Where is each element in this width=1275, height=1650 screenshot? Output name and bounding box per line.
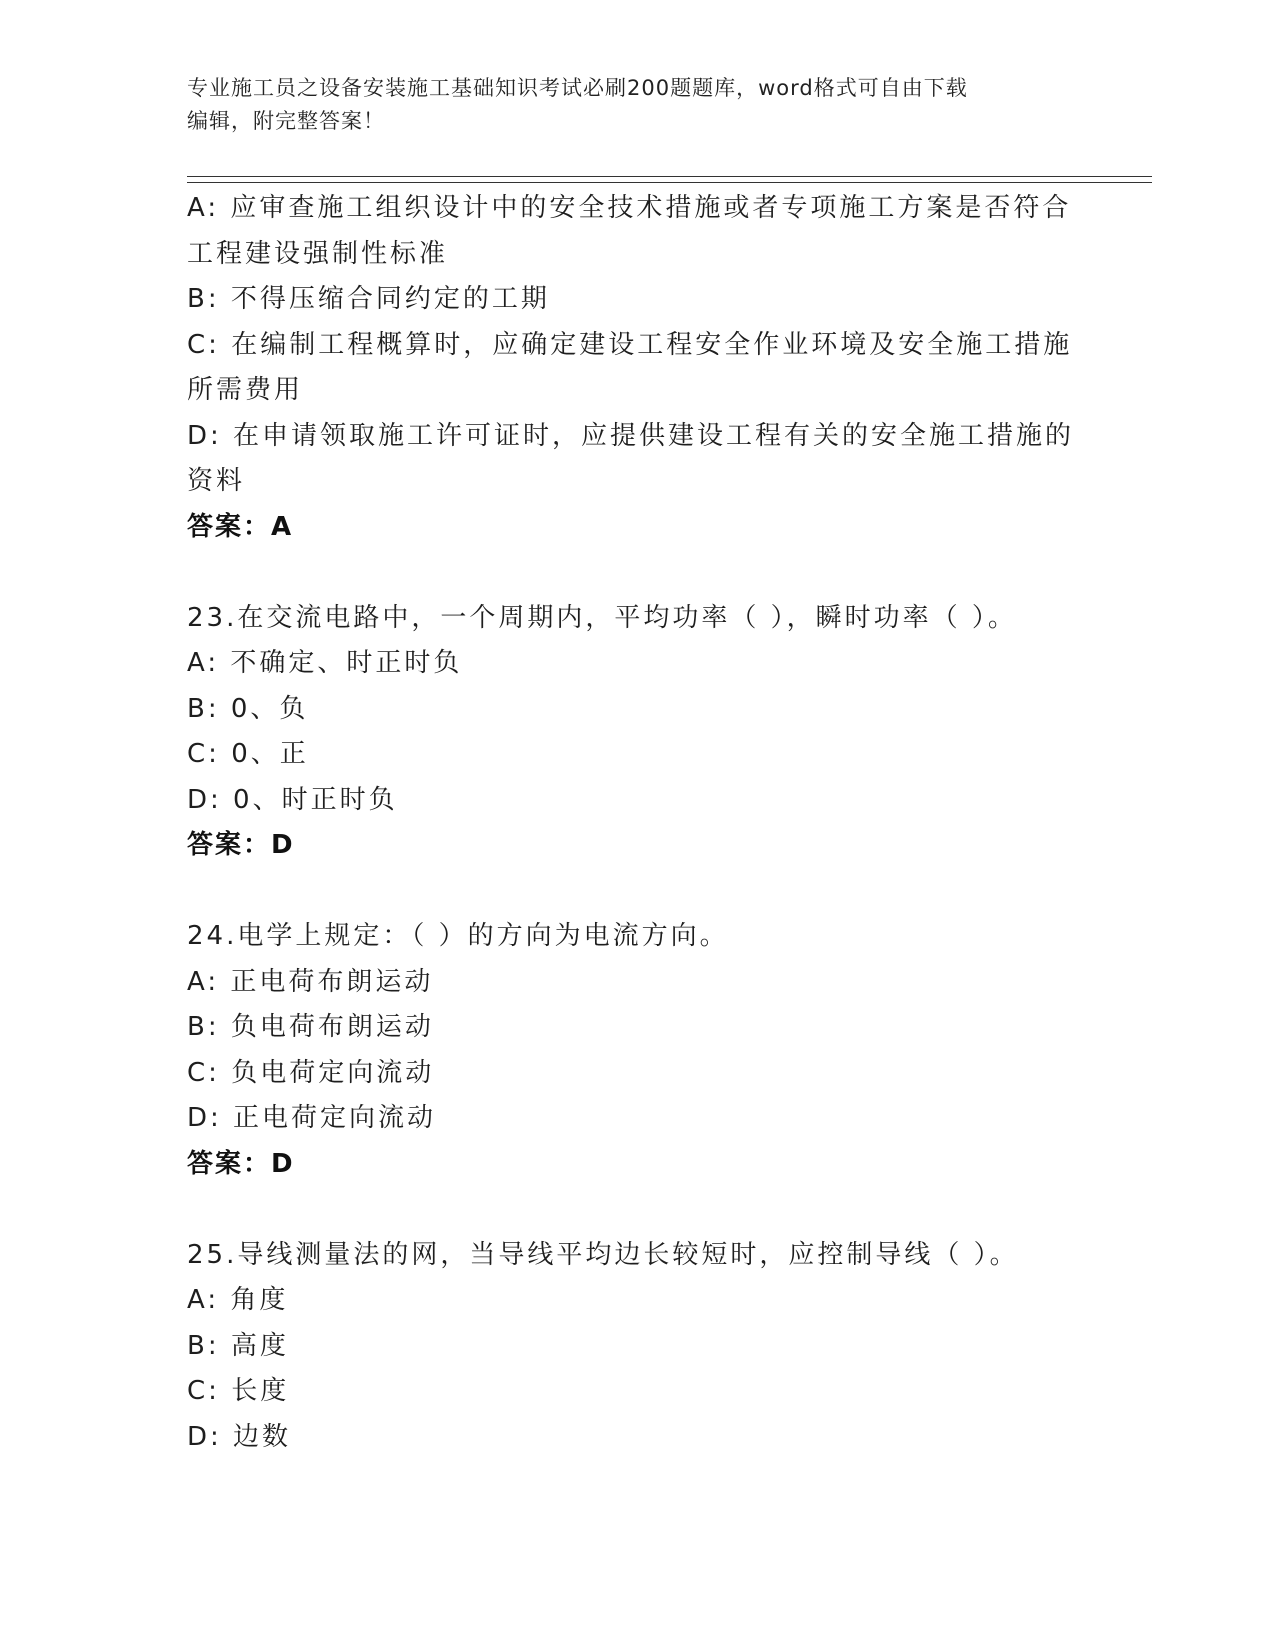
spacer: [187, 550, 1087, 596]
header-divider-top: [187, 176, 1152, 177]
option-c: [187, 732, 1087, 778]
option-key: B:: [187, 1012, 231, 1042]
option-key: D:: [187, 420, 234, 451]
option-a: [187, 960, 1087, 1006]
question-list: [187, 186, 1087, 1460]
option-c: [187, 1051, 1087, 1097]
option-a: [187, 1278, 1087, 1324]
option-c: [187, 323, 1087, 369]
option-d-continued: 资料: [187, 466, 246, 496]
option-a: [187, 186, 1087, 232]
option-d: [187, 1096, 1087, 1142]
option-text: 边数: [233, 1421, 292, 1452]
option-d: [187, 1415, 1087, 1461]
option-text: 负电荷定向流动: [231, 1057, 435, 1088]
option-key: C:: [187, 329, 232, 360]
header-title-line-2: 编辑，附完整答案！: [187, 109, 385, 133]
header-title-line-1: 专业施工员之设备安装施工基础知识考试必刷200题题库，word格式可自由下载: [187, 76, 968, 100]
option-c-continued: 所需费用: [187, 375, 304, 405]
option-key: D:: [187, 1421, 234, 1452]
option-text: 在编制工程概算时，应确定建设工程安全作业环境及安全施工措施: [231, 329, 1073, 360]
option-key: B:: [187, 284, 231, 314]
answer-line: 答案：D: [187, 830, 295, 860]
question-24: [187, 914, 1087, 1187]
option-b: [187, 687, 1087, 733]
option-text: 0、时正时负: [233, 784, 398, 815]
option-d: [187, 414, 1087, 460]
document-header: [187, 72, 1067, 138]
option-b: [187, 1324, 1087, 1370]
header-divider-bottom: [187, 182, 1152, 183]
question-stem: 23.在交流电路中，一个周期内，平均功率（ ），瞬时功率（ ）。: [187, 602, 1017, 633]
option-key: C:: [187, 1376, 232, 1406]
option-text: 0、负: [230, 693, 309, 724]
option-text: 正电荷定向流动: [233, 1103, 437, 1133]
question-23: [187, 596, 1087, 869]
option-key: D:: [187, 1103, 234, 1133]
option-text: 0、正: [231, 739, 309, 769]
option-text: 不确定、时正时负: [230, 648, 463, 678]
question-25: [187, 1233, 1087, 1461]
option-c: [187, 1369, 1087, 1415]
option-text: 角度: [230, 1285, 289, 1315]
option-a: [187, 641, 1087, 687]
answer-line: 答案：A: [187, 511, 294, 542]
option-key: C:: [187, 739, 232, 769]
option-key: A:: [187, 193, 231, 223]
question-22-options: [187, 186, 1087, 550]
question-stem: 24.电学上规定：（ ）的方向为电流方向。: [187, 921, 729, 951]
option-key: A:: [187, 648, 231, 678]
option-key: A:: [187, 1285, 231, 1315]
option-key: B:: [187, 1330, 231, 1361]
spacer: [187, 869, 1087, 915]
option-text: 在申请领取施工许可证时，应提供建设工程有关的安全施工措施的: [233, 420, 1075, 451]
spacer: [187, 1187, 1087, 1233]
option-b: [187, 1005, 1087, 1051]
option-text: 高度: [230, 1330, 289, 1361]
option-text: 正电荷布朗运动: [230, 966, 434, 997]
option-text: 长度: [231, 1376, 290, 1406]
option-key: A:: [187, 966, 231, 997]
question-stem: 25.导线测量法的网，当导线平均边长较短时，应控制导线（ ）。: [187, 1239, 1019, 1270]
option-a-continued: 工程建设强制性标准: [187, 238, 449, 269]
option-text: 不得压缩合同约定的工期: [230, 284, 550, 314]
option-text: 应审查施工组织设计中的安全技术措施或者专项施工方案是否符合: [230, 193, 1072, 223]
option-b: [187, 277, 1087, 323]
option-d: [187, 778, 1087, 824]
answer-line: 答案：D: [187, 1148, 295, 1179]
option-text: 负电荷布朗运动: [230, 1012, 434, 1042]
option-key: D:: [187, 784, 234, 815]
option-key: C:: [187, 1057, 232, 1088]
option-key: B:: [187, 693, 231, 724]
